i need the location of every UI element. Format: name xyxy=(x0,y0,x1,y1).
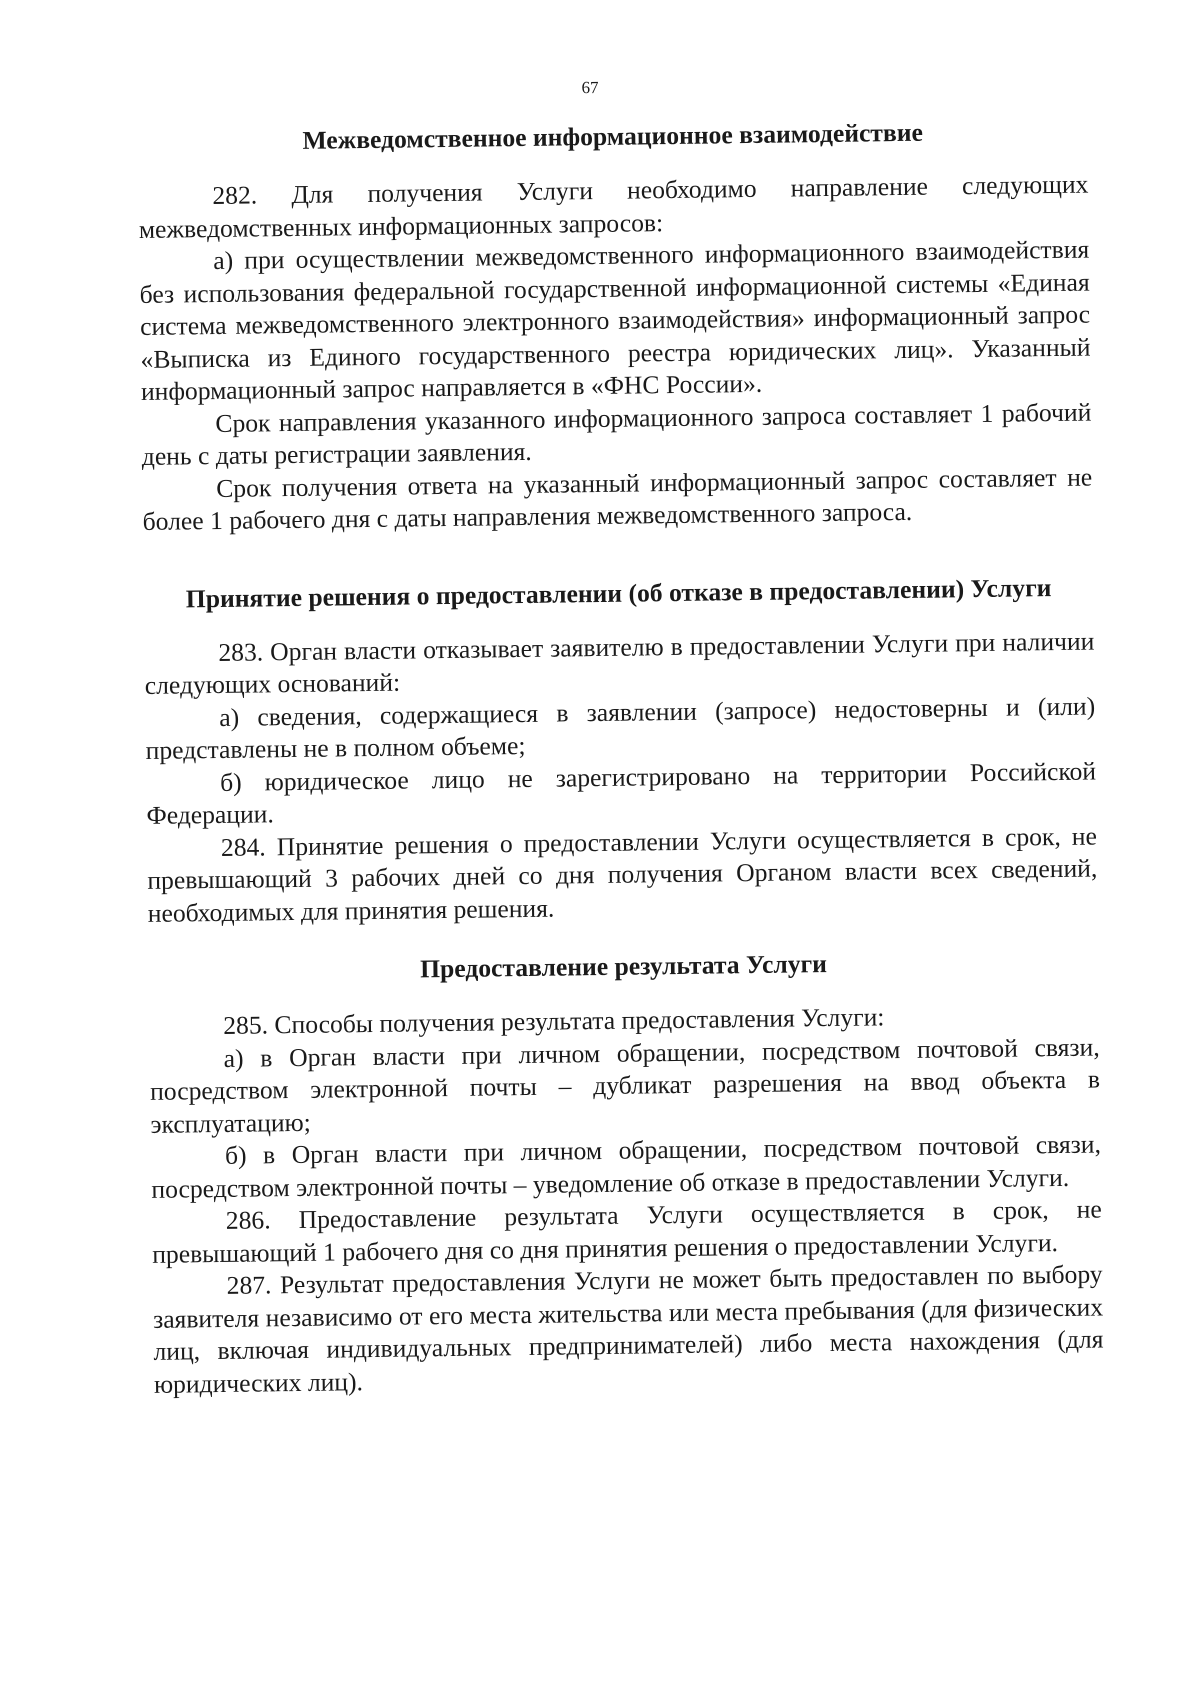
document-body xyxy=(137,114,1104,1401)
paragraph: 285. Способы получения результата предоставления Услуги: xyxy=(223,1002,885,1040)
section-heading: Межведомственное информационное взаимодействие xyxy=(302,117,924,155)
page-number: 67 xyxy=(581,77,599,98)
paragraph: а) сведения, содержащиеся в заявлении (запросе) недостоверны и (или) представлены не в полном объеме; xyxy=(145,691,1096,765)
paragraph: Срок направления указанного информационного запроса составляет 1 рабочий день с даты регистрации заявления. xyxy=(141,397,1092,471)
paragraph: 284. Принятие решения о предоставлении Услуги осуществляется в срок, не превышающий 3 рабочих дней со дня получения Органом власти всех сведений, необходимых для принятия решения. xyxy=(147,820,1098,928)
section-result-delivery xyxy=(148,943,1104,1400)
paragraph: 286. Предоставление результата Услуги осуществляется в срок, не превышающий 1 рабочего дня со дня принятия решения о предоставлении Услуги. xyxy=(152,1194,1102,1269)
section-decision xyxy=(143,570,1097,930)
paragraph: Срок получения ответа на указанный информационный запрос составляет не более 1 рабочего дня с даты направления межведомственного запроса. xyxy=(142,462,1093,536)
paragraph: 287. Результат предоставления Услуги не может быть предоставлен по выбору заявителя независимо от его места жительства или места пребывания (для физических лиц, включая индивидуальных предпринимателей) либо места нахождения (для юридических лиц). xyxy=(152,1259,1104,1399)
paragraph: а) в Орган власти при личном обращении, посредством почтовой связи, посредством электронной почты – дубликат разрешения на ввод объекта в эксплуатацию; xyxy=(149,1031,1101,1139)
section-interagency-interaction xyxy=(137,114,1092,539)
section-heading: Предоставление результата Услуги xyxy=(419,949,828,984)
section-heading: Принятие решения о предоставлении (об отказе в предоставлении) Услуги xyxy=(185,572,1052,613)
paragraph: б) юридическое лицо не зарегистрировано на территории Российской Федерации. xyxy=(146,756,1097,830)
paragraph: б) в Орган власти при личном обращении, посредством почтовой связи, посредством электронной почты – уведомление об отказе в предоставлении Услуги. xyxy=(151,1129,1102,1204)
paragraph: а) при осуществлении межведомственного информационного взаимодействия без использования федеральной государственной информационной системы «Единая система межведомственного электронного взаимодействия» информационный запрос «Выписка из Единого государственного реестра юридических лиц». Указанный информационный запрос направляется в «ФНС России». xyxy=(139,234,1091,406)
paragraph: 282. Для получения Услуги необходимо направление следующих межведомственных информационных запросов: xyxy=(138,169,1089,244)
paragraph: 283. Орган власти отказывает заявителю в предоставлении Услуги при наличии следующих оснований: xyxy=(144,626,1095,700)
